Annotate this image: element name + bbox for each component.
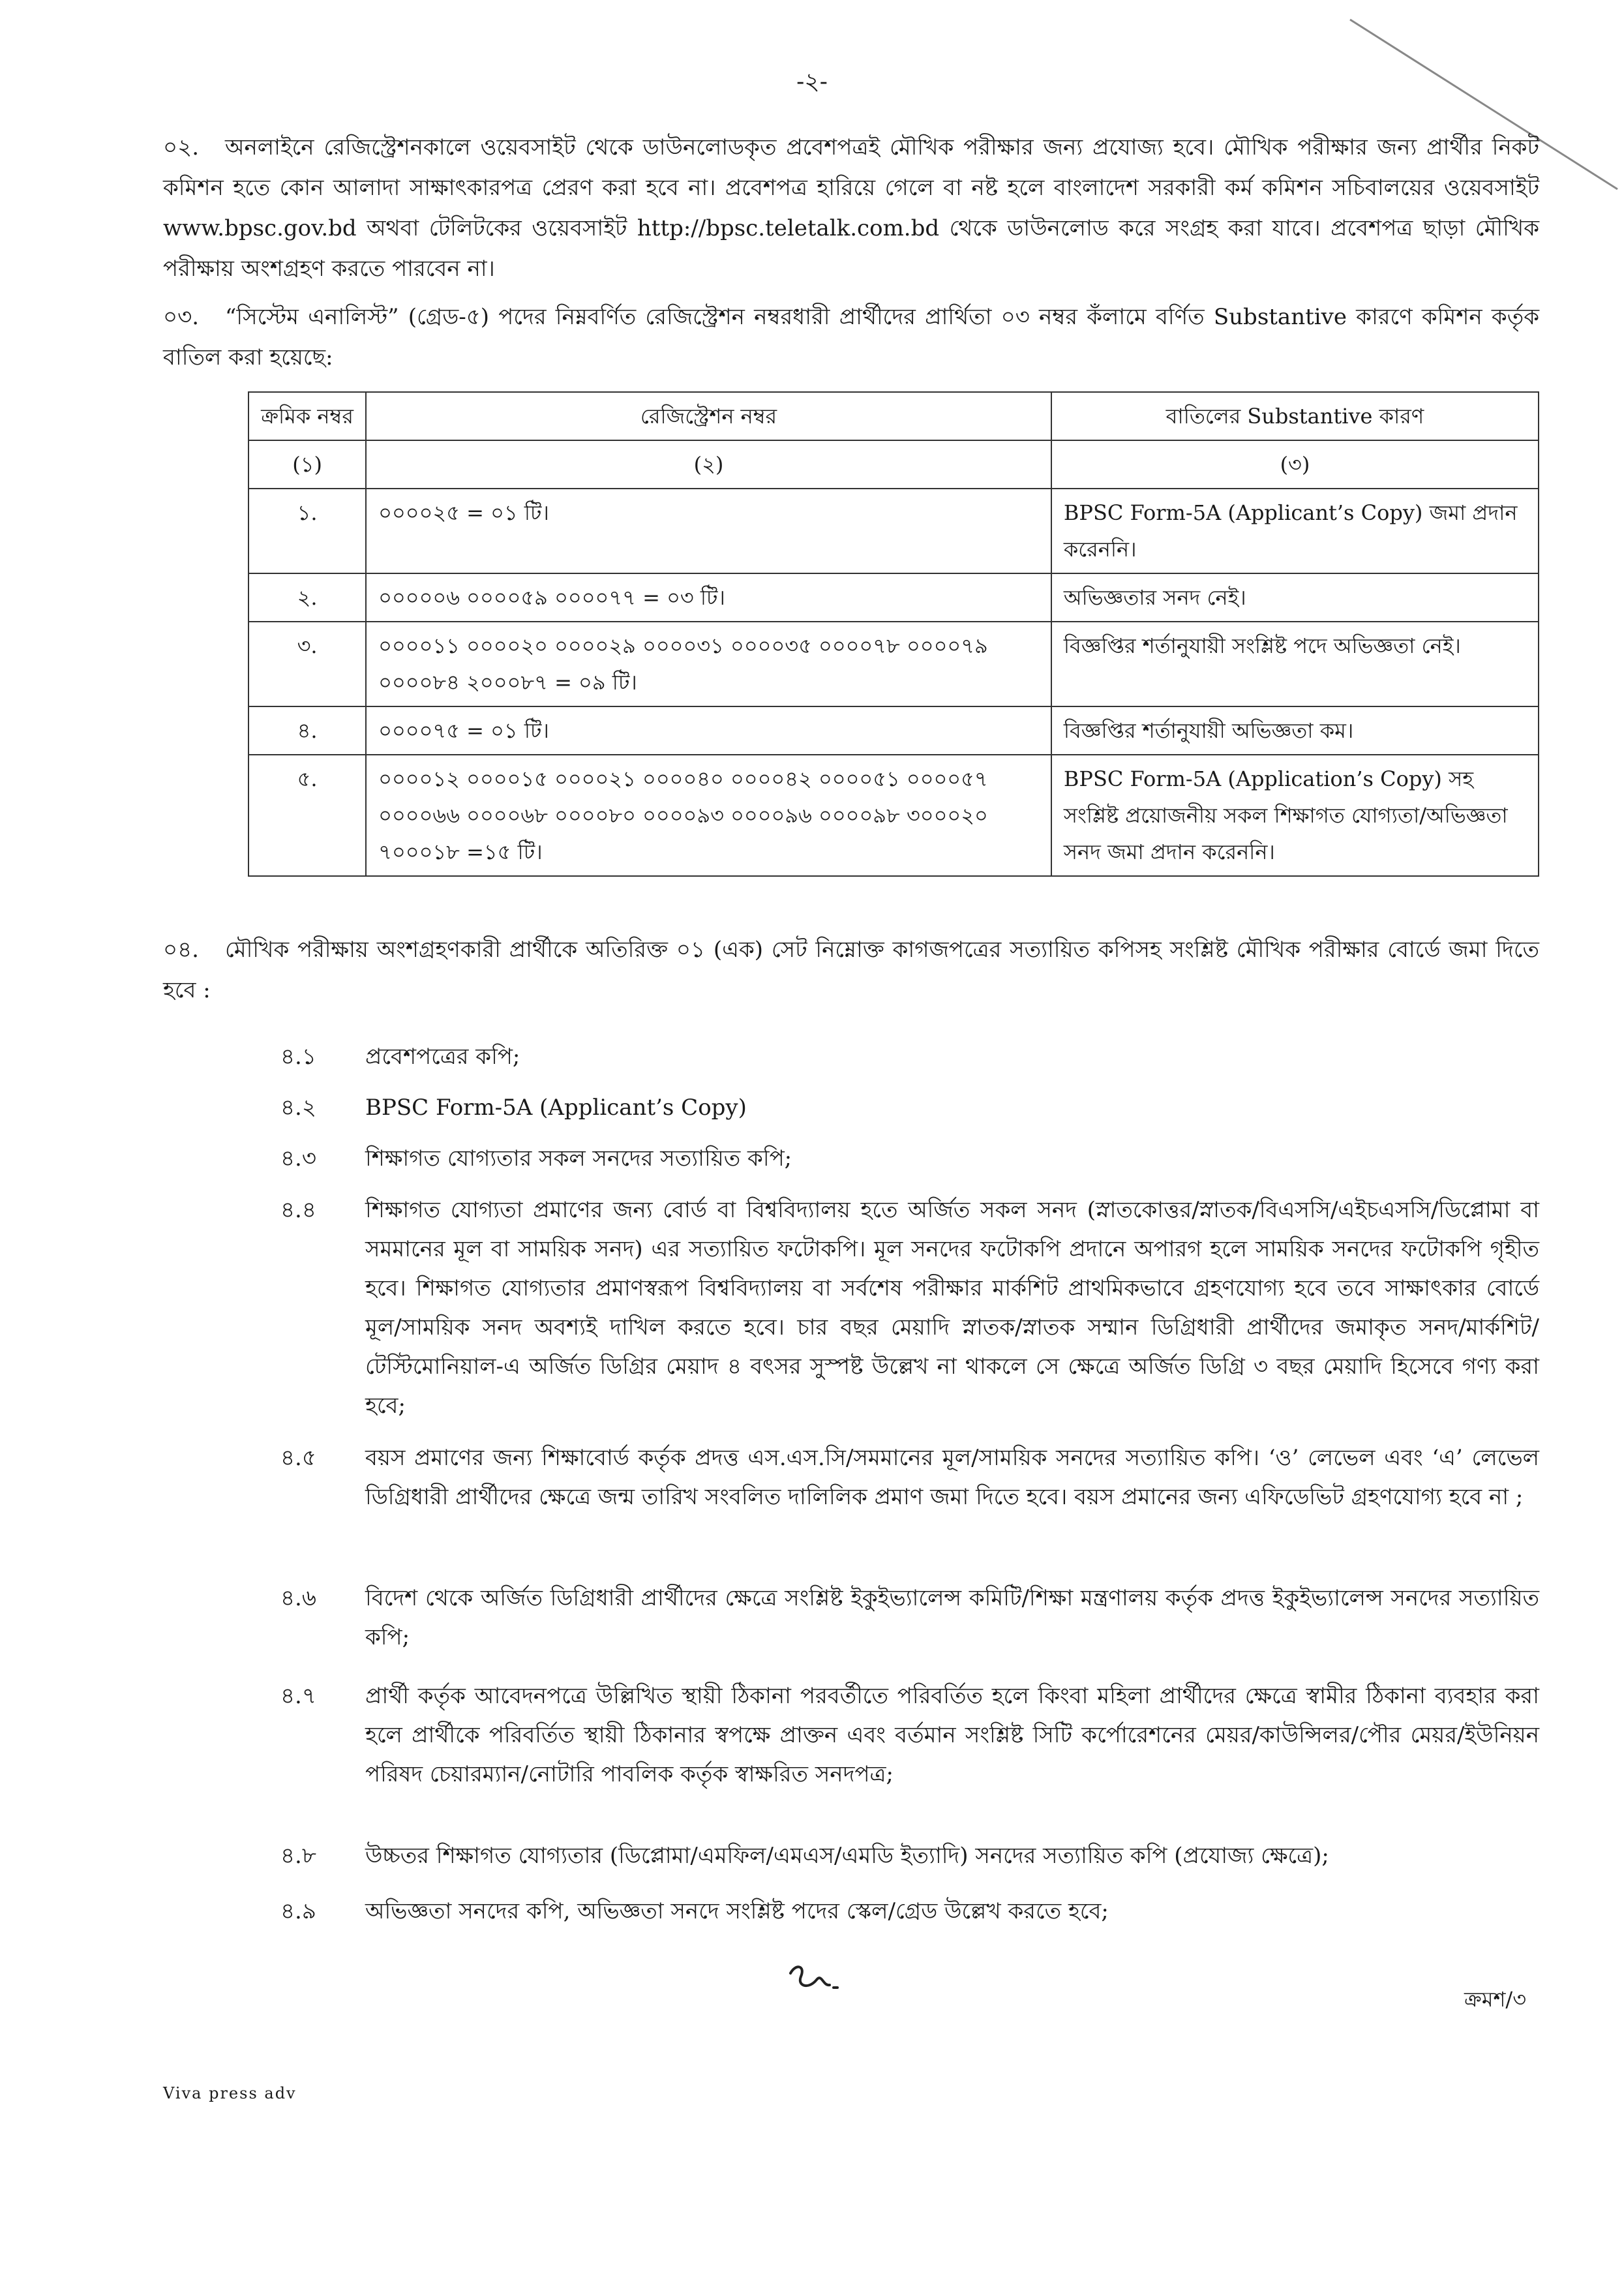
signature-initial [783,1960,848,2006]
table-row [248,573,1539,622]
registration-cell: ০০০০২৫ = ০১ টি। [366,489,1051,573]
item-number: ৪.৫ [280,1445,316,1471]
table-header-row [248,392,1539,440]
column-index: (২) [366,440,1051,489]
registration-cell: ০০০০৭৫ = ০১ টি। [366,706,1051,755]
reason-cell: BPSC Form-5A (Applicant’s Copy) জমা প্রদান করেননি। [1051,489,1539,573]
header-reason: বাতিলের Substantive কারণ [1051,392,1539,440]
header-serial: ক্রমিক নম্বর [248,392,366,440]
list-item [280,1139,1539,1178]
header-registration: রেজিস্ট্রেশন নম্বর [366,392,1051,440]
column-index: (৩) [1051,440,1539,489]
reason-cell: BPSC Form-5A (Application’s Copy) সহ সংশ্লিষ্ট প্রয়োজনীয় সকল শিক্ষাগত যোগ্যতা/অভিজ্ঞতা সনদ জমা প্রদান করেননি। [1051,755,1539,876]
item-text: উচ্চতর শিক্ষাগত যোগ্যতার (ডিপ্লোমা/এমফিল/এমএস/এমডি ইত্যাদি) সনদের সত্যায়িত কপি (প্রযোজ্য ক্ষেত্রে); [365,1843,1329,1869]
serial-cell: ৩. [248,622,366,706]
serial-cell: ১. [248,489,366,573]
page-number: -২- [796,68,828,95]
table-row [248,755,1539,876]
column-index: (১) [248,440,366,489]
table-row [248,622,1539,706]
item-number: ৪.৪ [280,1197,316,1223]
table-index-row [248,440,1539,489]
serial-cell: ৪. [248,706,366,755]
serial-cell: ৫. [248,755,366,876]
rejection-table [248,391,1539,877]
paragraph-number: ০৩. [163,304,200,330]
item-number: ৪.৬ [280,1585,316,1611]
item-text: শিক্ষাগত যোগ্যতা প্রমাণের জন্য বোর্ড বা বিশ্ববিদ্যালয় হতে অর্জিত সকল সনদ (স্নাতকোত্তর/স্নাতক/বিএসসি/এইচএসসি/ডিপ্লোমা বা সমমানের মূল বা সাময়িক সনদ) এর সত্যায়িত ফটোকপি। মূল সনদের ফটোকপি প্রদানে অপারগ হলে সাময়িক সনদের ফটোকপি গৃহীত হবে। শিক্ষাগত যোগ্যতার প্রমাণস্বরূপ বিশ্ববিদ্যালয় বা সর্বশেষ পরীক্ষার মার্কশিট প্রাথমিকভাবে গ্রহণযোগ্য হবে তবে সাক্ষাৎকার বোর্ডে মূল/সাময়িক সনদ অবশ্যই দাখিল করতে হবে। চার বছর মেয়াদি স্নাতক/স্নাতক সম্মান ডিগ্রিধারী প্রার্থীদের জমাকৃত সনদ/মার্কশিট/টেস্টিমোনিয়াল-এ অর্জিত ডিগ্রির মেয়াদ ৪ বৎসর সুস্পষ্ট উল্লেখ না থাকলে সে ক্ষেত্রে অর্জিত ডিগ্রি ৩ বছর মেয়াদি হিসেবে গণ্য করা হবে; [365,1197,1539,1419]
list-item [280,1088,1539,1127]
paragraph-text: অনলাইনে রেজিস্ট্রেশনকালে ওয়েবসাইট থেকে ডাউনলোডকৃত প্রবেশপত্রই মৌখিক পরীক্ষার জন্য প্রযোজ্য হবে। মৌখিক পরীক্ষার জন্য প্রার্থীর নিকট কমিশন হতে কোন আলাদা সাক্ষাৎকারপত্র প্রেরণ করা হবে না। প্রবেশপত্র হারিয়ে গেলে বা নষ্ট হলে বাংলাদেশ সরকারী কর্ম কমিশন সচিবালয়ের ওয়েবসাইট www.bpsc.gov.bd অথবা টেলিটকের ওয়েবসাইট http://bpsc.teletalk.com.bd থেকে ডাউনলোড করে সংগ্রহ করা যাবে। প্রবেশপত্র ছাড়া মৌখিক পরীক্ষায় অংশগ্রহণ করতে পারবেন না। [163,134,1539,282]
list-item [280,1892,1539,1931]
item-number: ৪.৭ [280,1683,316,1709]
item-number: ৪.৯ [280,1898,316,1924]
registration-cell: ০০০০১১ ০০০০২০ ০০০০২৯ ০০০০৩১ ০০০০৩৫ ০০০০৭৮ ০০০০৭৯ ০০০০৮৪ ২০০০৮৭ = ০৯ টি। [366,622,1051,706]
list-item [280,1676,1539,1794]
paragraph-text: “সিস্টেম এনালিস্ট” (গ্রেড-৫) পদের নিম্নবর্ণিত রেজিস্ট্রেশন নম্বরধারী প্রার্থীদের প্রার্থিতা ০৩ নম্বর কঁলামে বর্ণিত Substantive কারণে কমিশন কর্তৃক বাতিল করা হয়েছে: [163,304,1539,371]
list-item [280,1579,1539,1657]
item-number: ৪.৩ [280,1145,316,1172]
list-item [280,1438,1539,1517]
item-text: বয়স প্রমাণের জন্য শিক্ষাবোর্ড কর্তৃক প্রদত্ত এস.এস.সি/সমমানের মূল/সাময়িক সনদের সত্যায়িত কপি। ‘ও’ লেভেল এবং ‘এ’ লেভেল ডিগ্রিধারী প্রার্থীদের ক্ষেত্রে জন্ম তারিখ সংবলিত দালিলিক প্রমাণ জমা দিতে হবে। বয়স প্রমানের জন্য এফিডেভিট গ্রহণযোগ্য হবে না ; [365,1445,1539,1510]
paragraph-03 [163,297,1539,378]
reason-cell: বিজ্ঞপ্তির শর্তানুযায়ী সংশ্লিষ্ট পদে অভিজ্ঞতা নেই। [1051,622,1539,706]
list-item [280,1836,1539,1875]
item-text: প্রার্থী কর্তৃক আবেদনপত্রে উল্লিখিত স্থায়ী ঠিকানা পরবর্তীতে পরিবর্তিত হলে কিংবা মহিলা প্রার্থীদের ক্ষেত্রে স্বামীর ঠিকানা ব্যবহার করা হলে প্রার্থীকে পরিবর্তিত স্থায়ী ঠিকানার স্বপক্ষে প্রাক্তন এবং বর্তমান সংশ্লিষ্ট সিটি কর্পোরেশনের মেয়র/কাউন্সিলর/পৌর মেয়র/ইউনিয়ন পরিষদ চেয়ারম্যান/নোটারি পাবলিক কর্তৃক স্বাক্ষরিত সনদপত্র; [365,1683,1539,1787]
footer-note: Viva press adv [163,2084,297,2102]
paragraph-number: ০৪. [163,937,199,963]
item-number: ৪.২ [280,1095,316,1121]
paragraph-04 [163,930,1539,1010]
serial-cell: ২. [248,573,366,622]
item-number: ৪.৮ [280,1843,316,1869]
paragraph-text: মৌখিক পরীক্ষায় অংশগ্রহণকারী প্রার্থীকে অতিরিক্ত ০১ (এক) সেট নিম্নোক্ত কাগজপত্রের সত্যায়িত কপিসহ সংশ্লিষ্ট মৌখিক পরীক্ষার বোর্ডে জমা দিতে হবে : [163,937,1539,1003]
continued-marker: ক্রমশ/৩ [1464,1987,1526,2012]
item-text: বিদেশ থেকে অর্জিত ডিগ্রিধারী প্রার্থীদের ক্ষেত্রে সংশ্লিষ্ট ইকুইভ্যালেন্স কমিটি/শিক্ষা মন্ত্রণালয় কর্তৃক প্রদত্ত ইকুইভ্যালেন্স সনদের সত্যায়িত কপি; [365,1585,1539,1650]
reason-cell: অভিজ্ঞতার সনদ নেই। [1051,573,1539,622]
item-text: অভিজ্ঞতা সনদের কপি, অভিজ্ঞতা সনদে সংশ্লিষ্ট পদের স্কেল/গ্রেড উল্লেখ করতে হবে; [365,1898,1109,1924]
item-text: প্রবেশপত্রের কপি; [365,1044,520,1070]
paragraph-number: ০২. [163,134,200,160]
registration-cell: ০০০০১২ ০০০০১৫ ০০০০২১ ০০০০৪০ ০০০০৪২ ০০০০৫১ ০০০০৫৭ ০০০০৬৬ ০০০০৬৮ ০০০০৮০ ০০০০৯৩ ০০০০৯৬ ০০০০৯৮ ৩০০০২০ ৭০০০১৮ =১৫ টি। [366,755,1051,876]
registration-cell: ০০০০০৬ ০০০০৫৯ ০০০০৭৭ = ০৩ টি। [366,573,1051,622]
item-text: শিক্ষাগত যোগ্যতার সকল সনদের সত্যায়িত কপি; [365,1145,792,1172]
table-row [248,706,1539,755]
item-text: BPSC Form-5A (Applicant’s Copy) [365,1095,747,1121]
list-item [280,1190,1539,1425]
paragraph-02 [163,127,1539,289]
reason-cell: বিজ্ঞপ্তির শর্তানুযায়ী অভিজ্ঞতা কম। [1051,706,1539,755]
table-row [248,489,1539,573]
item-number: ৪.১ [280,1044,316,1070]
list-item [280,1037,1539,1076]
